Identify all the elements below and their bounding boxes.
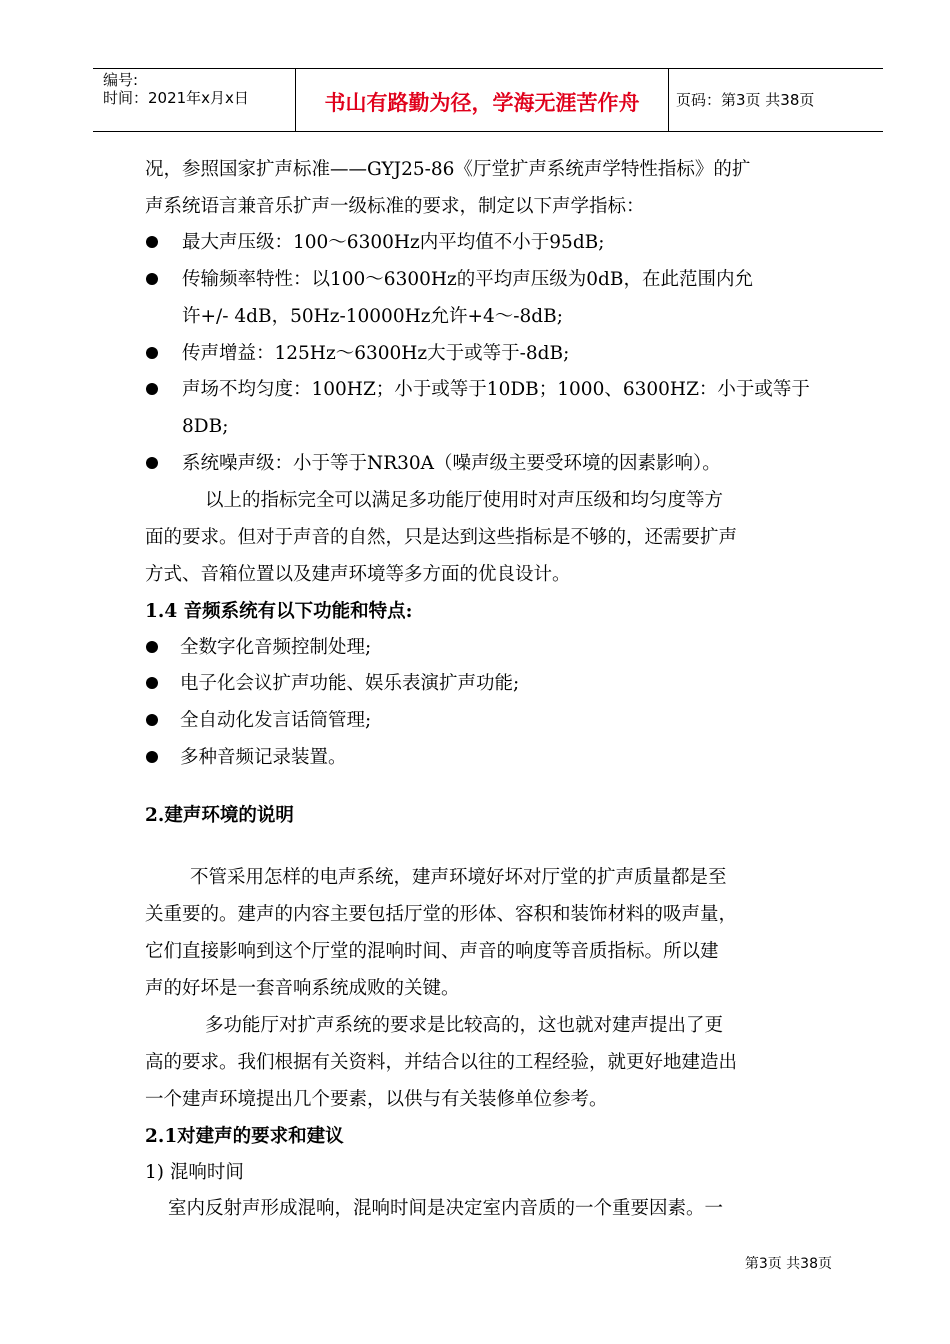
page-header-table [93, 68, 883, 132]
feature-item: 全自动化发言话筒管理; [180, 710, 372, 731]
section-heading-2-1: 2.1对建声的要求和建议 [145, 1126, 344, 1147]
bullet-icon [146, 347, 158, 359]
paragraph-line: 室内反射声形成混响，混响时间是决定室内音质的一个重要因素。一 [168, 1198, 724, 1219]
paragraph-line: 高的要求。我们根据有关资料，并结合以往的工程经验，就更好地建造出 [145, 1052, 738, 1073]
bullet-item: 声场不均匀度：100HZ；小于或等于10DB；1000、6300HZ：小于或等于 [182, 379, 810, 400]
feature-item: 全数字化音频控制处理; [180, 637, 372, 658]
bullet-icon [146, 457, 158, 469]
bullet-item: 传声增益：125Hz～6300Hz大于或等于-8dB; [182, 343, 570, 364]
bullet-icon [146, 714, 158, 726]
header-motto: 书山有路勤为径，学海无涯苦作舟 [324, 91, 640, 115]
bullet-icon [146, 641, 158, 653]
feature-item: 电子化会议扩声功能、娱乐表演扩声功能; [180, 673, 520, 694]
paragraph-line: 以上的指标完全可以满足多功能厅使用时对声压级和均匀度等方 [205, 490, 724, 511]
bullet-icon [146, 236, 158, 248]
bullet-item-continuation: 8DB; [182, 416, 229, 437]
paragraph-line: 它们直接影响到这个厅堂的混响时间、声音的响度等音质指标。所以建 [145, 941, 719, 962]
paragraph-line: 况，参照国家扩声标准——GYJ25-86《厅堂扩声系统声学特性指标》的扩 [145, 159, 751, 180]
section-heading-2: 2.建声环境的说明 [145, 805, 294, 826]
bullet-icon [146, 383, 158, 395]
header-page-number: 页码：第3页 共38页 [676, 91, 815, 109]
bullet-item: 最大声压级：100～6300Hz内平均值不小于95dB; [182, 232, 605, 253]
section-heading-1-4: 1.4 音频系统有以下功能和特点: [145, 601, 413, 622]
paragraph-line: 多功能厅对扩声系统的要求是比较高的，这也就对建声提出了更 [205, 1015, 724, 1036]
document-time-label: 时间：2021年x月x日 [103, 89, 249, 107]
paragraph-line: 方式、音箱位置以及建声环境等多方面的优良设计。 [145, 564, 571, 585]
bullet-item: 系统噪声级：小于等于NR30A（噪声级主要受环境的因素影响）。 [182, 453, 721, 474]
document-number-label: 编号: [103, 71, 139, 89]
bullet-icon [146, 273, 158, 285]
feature-item: 多种音频记录装置。 [180, 747, 347, 768]
header-page-cell [668, 69, 883, 131]
paragraph-line: 不管采用怎样的电声系统，建声环境好坏对厅堂的扩声质量都是至 [190, 867, 727, 888]
header-motto-cell [295, 69, 669, 131]
paragraph-line: 一个建声环境提出几个要素，以供与有关装修单位参考。 [145, 1089, 608, 1110]
bullet-icon [146, 751, 158, 763]
paragraph-line: 声系统语言兼音乐扩声一级标准的要求，制定以下声学指标： [145, 196, 645, 217]
list-item-reverb-time: 1) 混响时间 [145, 1162, 244, 1183]
paragraph-line: 面的要求。但对于声音的自然，只是达到这些指标是不够的，还需要扩声 [145, 527, 738, 548]
paragraph-line: 声的好坏是一套音响系统成败的关键。 [145, 978, 460, 999]
footer-page-number: 第3页 共38页 [744, 1256, 832, 1272]
bullet-item-continuation: 许+/- 4dB，50Hz-10000Hz允许+4～-8dB; [182, 306, 563, 327]
header-meta-cell [93, 69, 295, 131]
paragraph-line: 关重要的。建声的内容主要包括厅堂的形体、容积和装饰材料的吸声量， [145, 904, 738, 925]
bullet-icon [146, 677, 158, 689]
bullet-item: 传输频率特性：以100～6300Hz的平均声压级为0dB，在此范围内允 [182, 269, 753, 290]
